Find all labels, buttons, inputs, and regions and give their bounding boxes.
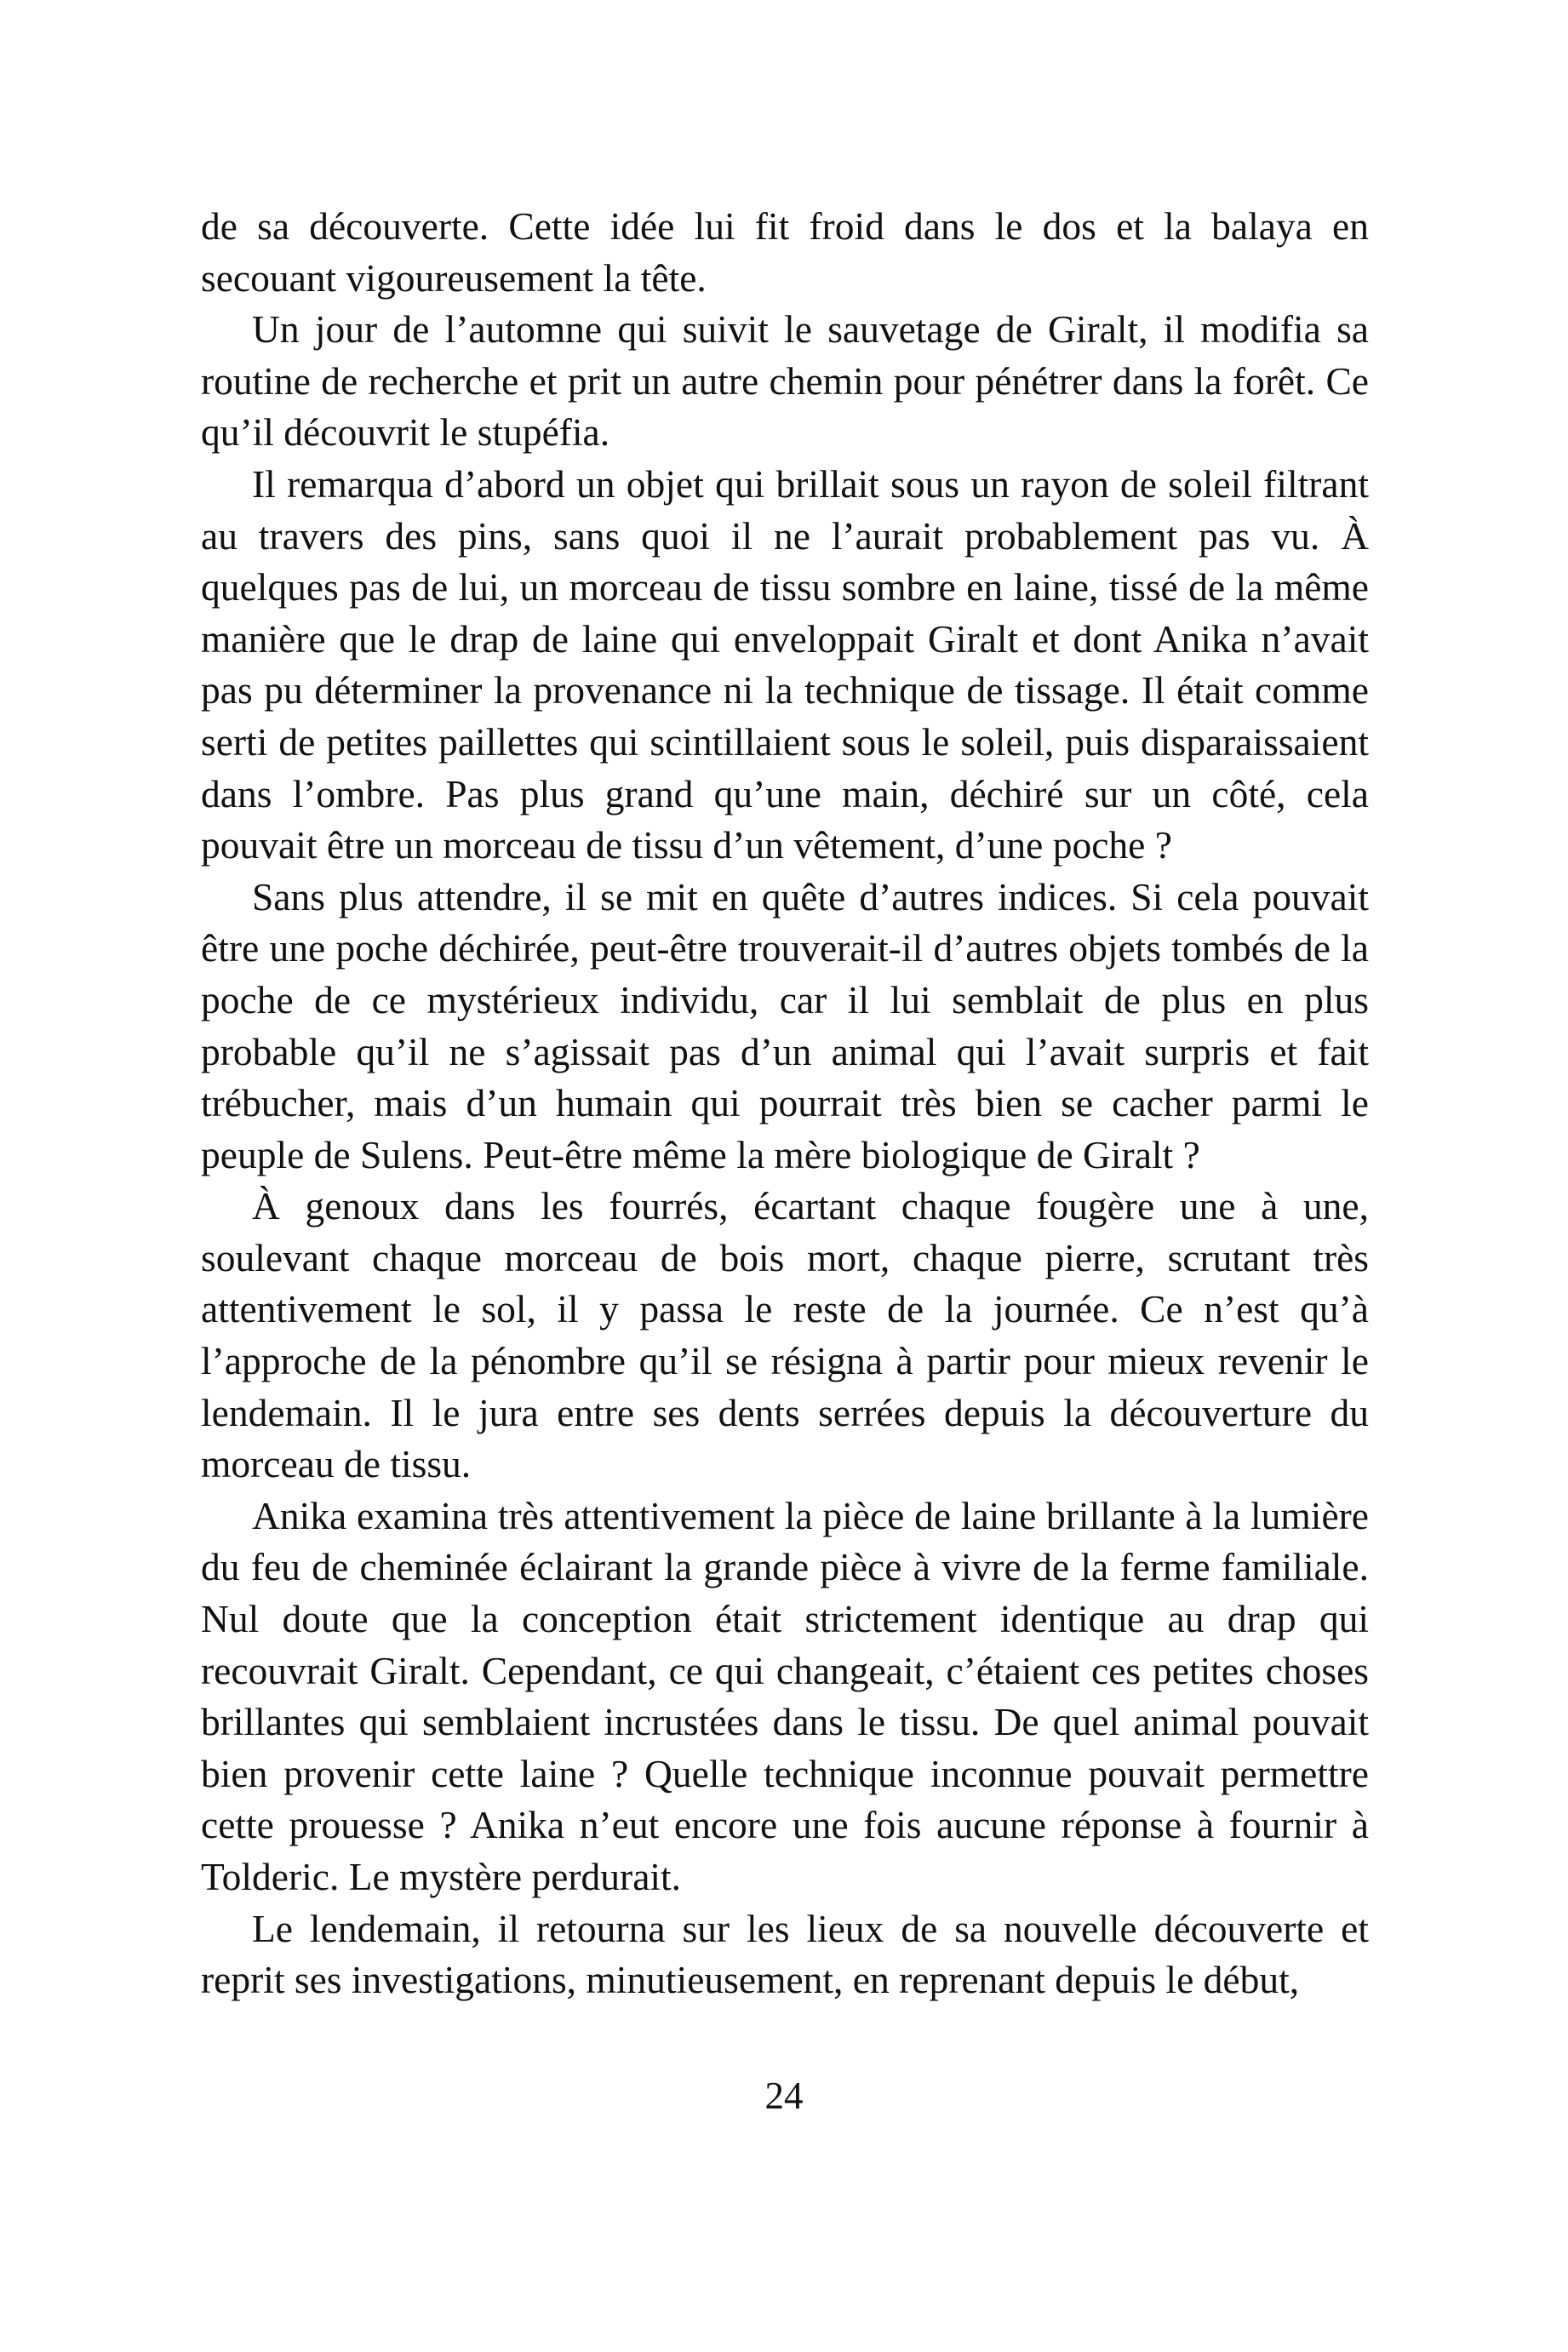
paragraph: Le lendemain, il retourna sur les lieux de sa nouvelle découverte et reprit ses investigations, minutieusement, en reprenant depuis le début, xyxy=(201,1906,1369,2002)
paragraph: À genoux dans les fourrés, écartant chaque fougère une à une, soulevant chaque morceau de bois mort, chaque pierre, scrutant très attentivement le sol, il y passa le reste de la journée. Ce n’est qu’à l’approche de la pénombre qu’il se résigna à partir pour mieux revenir le lendemain. Il le jura entre ses dents serrées depuis la découverture du morceau de tissu. xyxy=(201,1184,1369,1486)
paragraph-continued: de sa découverte. Cette idée lui fit froid dans le dos et la balaya en secouant vigoureusement la tête. xyxy=(201,204,1369,300)
paragraph: Sans plus attendre, il se mit en quête d’autres indices. Si cela pouvait être une poche déchirée, peut-être trouverait-il d’autres objets tombés de la poche de ce mystérieux individu, car il lui semblait de plus en plus probable qu’il ne s’agissait pas d’un animal qui l’avait surpris et fait trébucher, mais d’un humain qui pourrait très bien se cacher parmi le peuple de Sulens. Peut-être même la mère biologique de Giralt ? xyxy=(201,874,1369,1176)
page-number: 24 xyxy=(764,2074,804,2117)
paragraph: Un jour de l’automne qui suivit le sauvetage de Giralt, il modifia sa routine de recherche et prit un autre chemin pour pénétrer dans la forêt. Ce qu’il découvrit le stupéfia. xyxy=(201,307,1369,455)
paragraph: Anika examina très attentivement la pièce de laine brillante à la lumière du feu de cheminée éclairant la grande pièce à vivre de la ferme familiale. Nul doute que la conception était strictement identique au drap qui recouvrait Giralt. Cependant, ce qui changeait, c’étaient ces petites choses brillantes qui semblaient incrustées dans le tissu. De quel animal pouvait bien provenir cette laine ? Quelle technique inconnue pouvait permettre cette prouesse ? Anika n’eut encore une fois aucune réponse à fournir à Tolderic. Le mystère perdurait. xyxy=(201,1493,1369,1898)
body-text xyxy=(201,201,1369,2006)
paragraph: Il remarqua d’abord un objet qui brillait sous un rayon de soleil filtrant au travers des pins, sans quoi il ne l’aurait probablement pas vu. À quelques pas de lui, un morceau de tissu sombre en laine, tissé de la même manière que le drap de laine qui enveloppait Giralt et dont Anika n’avait pas pu déterminer la provenance ni la technique de tissage. Il était comme serti de petites paillettes qui scintillaient sous le soleil, puis disparaissaient dans l’ombre. Pas plus grand qu’une main, déchiré sur un côté, cela pouvait être un morceau de tissu d’un vêtement, d’une poche ? xyxy=(201,461,1369,867)
